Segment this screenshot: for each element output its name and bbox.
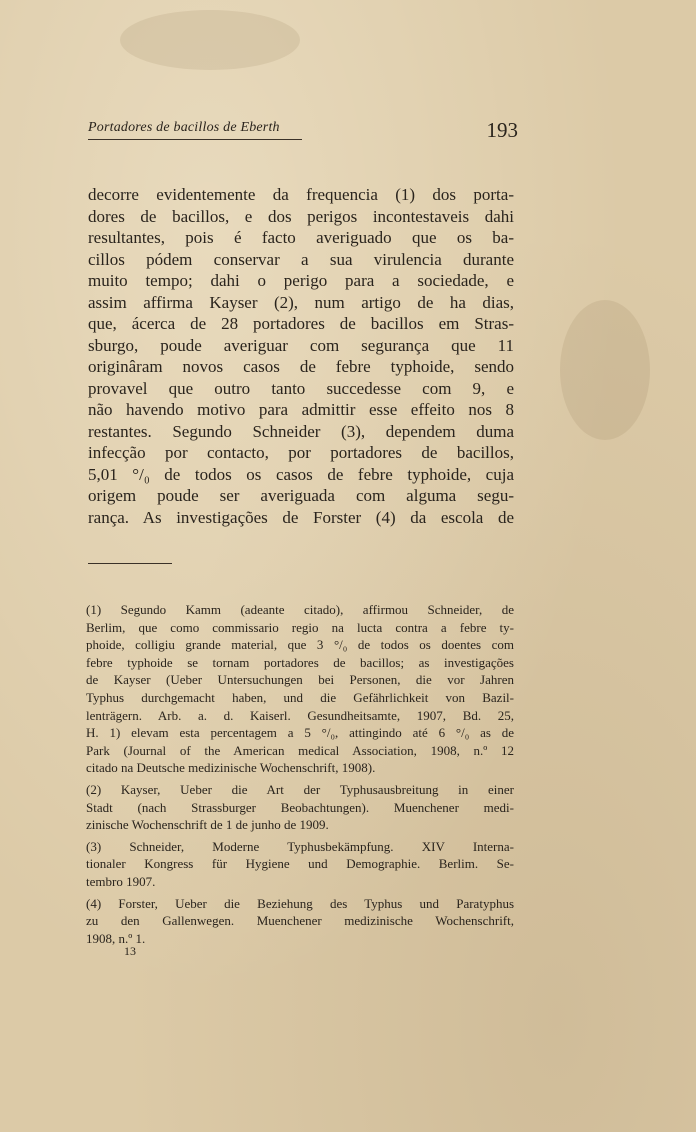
footnote-line: zinische Wochenschrift de 1 de junho de 1909. xyxy=(86,817,329,833)
text-line: não havendo motivo para admittir esse effeito nos 8 xyxy=(88,400,514,419)
paper-stain xyxy=(560,300,650,440)
footnote-rule xyxy=(88,563,172,564)
page-number: 193 xyxy=(486,118,518,142)
text-line: cillos pódem conservar a sua virulencia durante xyxy=(88,249,514,269)
footnote-line: Berlim, que como commissario regio na lucta contra a febre ty- xyxy=(86,619,514,635)
text-line: assim affirma Kayser (2), num artigo de ha dias, xyxy=(88,292,514,312)
footnote-line: phoide, colligiu grande material, que 3 °/₀ de todos os doentes com xyxy=(86,637,514,653)
footnote-line: (3) Schneider, Moderne Typhusbekämpfung. XIV Interna- xyxy=(86,838,514,854)
text-line: dores de bacillos, e dos perigos incontestaveis dahi xyxy=(88,206,514,226)
footnote-line: (2) Kayser, Ueber die Art der Typhusausbreitung in einer xyxy=(86,781,514,797)
footnote-3 xyxy=(86,838,514,891)
text-line: origem poude ser averiguada com alguma segu- xyxy=(88,486,514,505)
footnote-line: 1908, n.º 1. xyxy=(86,930,146,946)
running-title: Portadores de bacillos de Eberth xyxy=(88,120,280,135)
footnote-line: citado na Deutsche medizinische Wochenschrift, 1908). xyxy=(86,760,376,776)
footnote-2 xyxy=(86,781,514,834)
text-line: decorre evidentemente da frequencia (1) dos porta- xyxy=(88,185,514,204)
footnote-line: de Kayser (Ueber Untersuchungen bei Personen, die vor Jahren xyxy=(86,672,514,688)
footnote-line: (4) Forster, Ueber die Beziehung des Typhus und Paratyphus xyxy=(86,895,514,911)
signature-mark: 13 xyxy=(124,944,136,958)
header-rule xyxy=(88,139,302,140)
text-line: sburgo, poude averiguar com segurança que 11 xyxy=(88,335,514,355)
text-line: muito tempo; dahi o perigo para a sociedade, e xyxy=(88,271,514,290)
text-line: resultantes, pois é facto averiguado que os ba- xyxy=(88,228,514,247)
footnote-line: (1) Segundo Kamm (adeante citado), affirmou Schneider, de xyxy=(86,602,514,617)
footnote-line: tembro 1907. xyxy=(86,873,156,889)
footnote-line: lenträgern. Arb. a. d. Kaiserl. Gesundheitsamte, 1907, Bd. 25, xyxy=(86,707,514,723)
footnote-line: Stadt (nach Strassburger Beobachtungen). Muenchener medi- xyxy=(86,799,514,815)
main-text xyxy=(88,184,514,528)
text-line: originâram novos casos de febre typhoide, sendo xyxy=(88,357,514,376)
footnote-line: zu den Gallenwegen. Muenchener medizinische Wochenschrift, xyxy=(86,913,514,929)
footnote-1 xyxy=(86,601,514,777)
footnote-4 xyxy=(86,895,514,948)
text-line: restantes. Segundo Schneider (3), dependem duma xyxy=(88,421,514,441)
footnote-line: tionaler Kongress für Hygiene und Demographie. Berlim. Se- xyxy=(86,856,514,872)
footnote-line: H. 1) elevam esta percentagem a 5 °/₀, attingindo até 6 °/₀ as de xyxy=(86,725,514,741)
text-line: provavel que outro tanto succedesse com 9, e xyxy=(88,378,514,398)
text-line: rança. As investigações de Forster (4) da escola de xyxy=(88,507,514,527)
footnote-line: Typhus durchgemacht haben, und die Gefährlichkeit von Bazil- xyxy=(86,689,514,705)
text-line: que, ácerca de 28 portadores de bacillos em Stras- xyxy=(88,314,514,333)
footnote-line: febre typhoide se tornam portadores de bacillos; as investigações xyxy=(86,654,514,670)
footnotes xyxy=(86,601,514,947)
footnote-line: Park (Journal of the American medical Association, 1908, n.º 12 xyxy=(86,742,514,758)
text-line: 5,01 °/₀ de todos os casos de febre typhoide, cuja xyxy=(88,464,514,484)
paper-stain xyxy=(120,10,300,70)
text-line: infecção por contacto, por portadores de bacillos, xyxy=(88,443,514,462)
